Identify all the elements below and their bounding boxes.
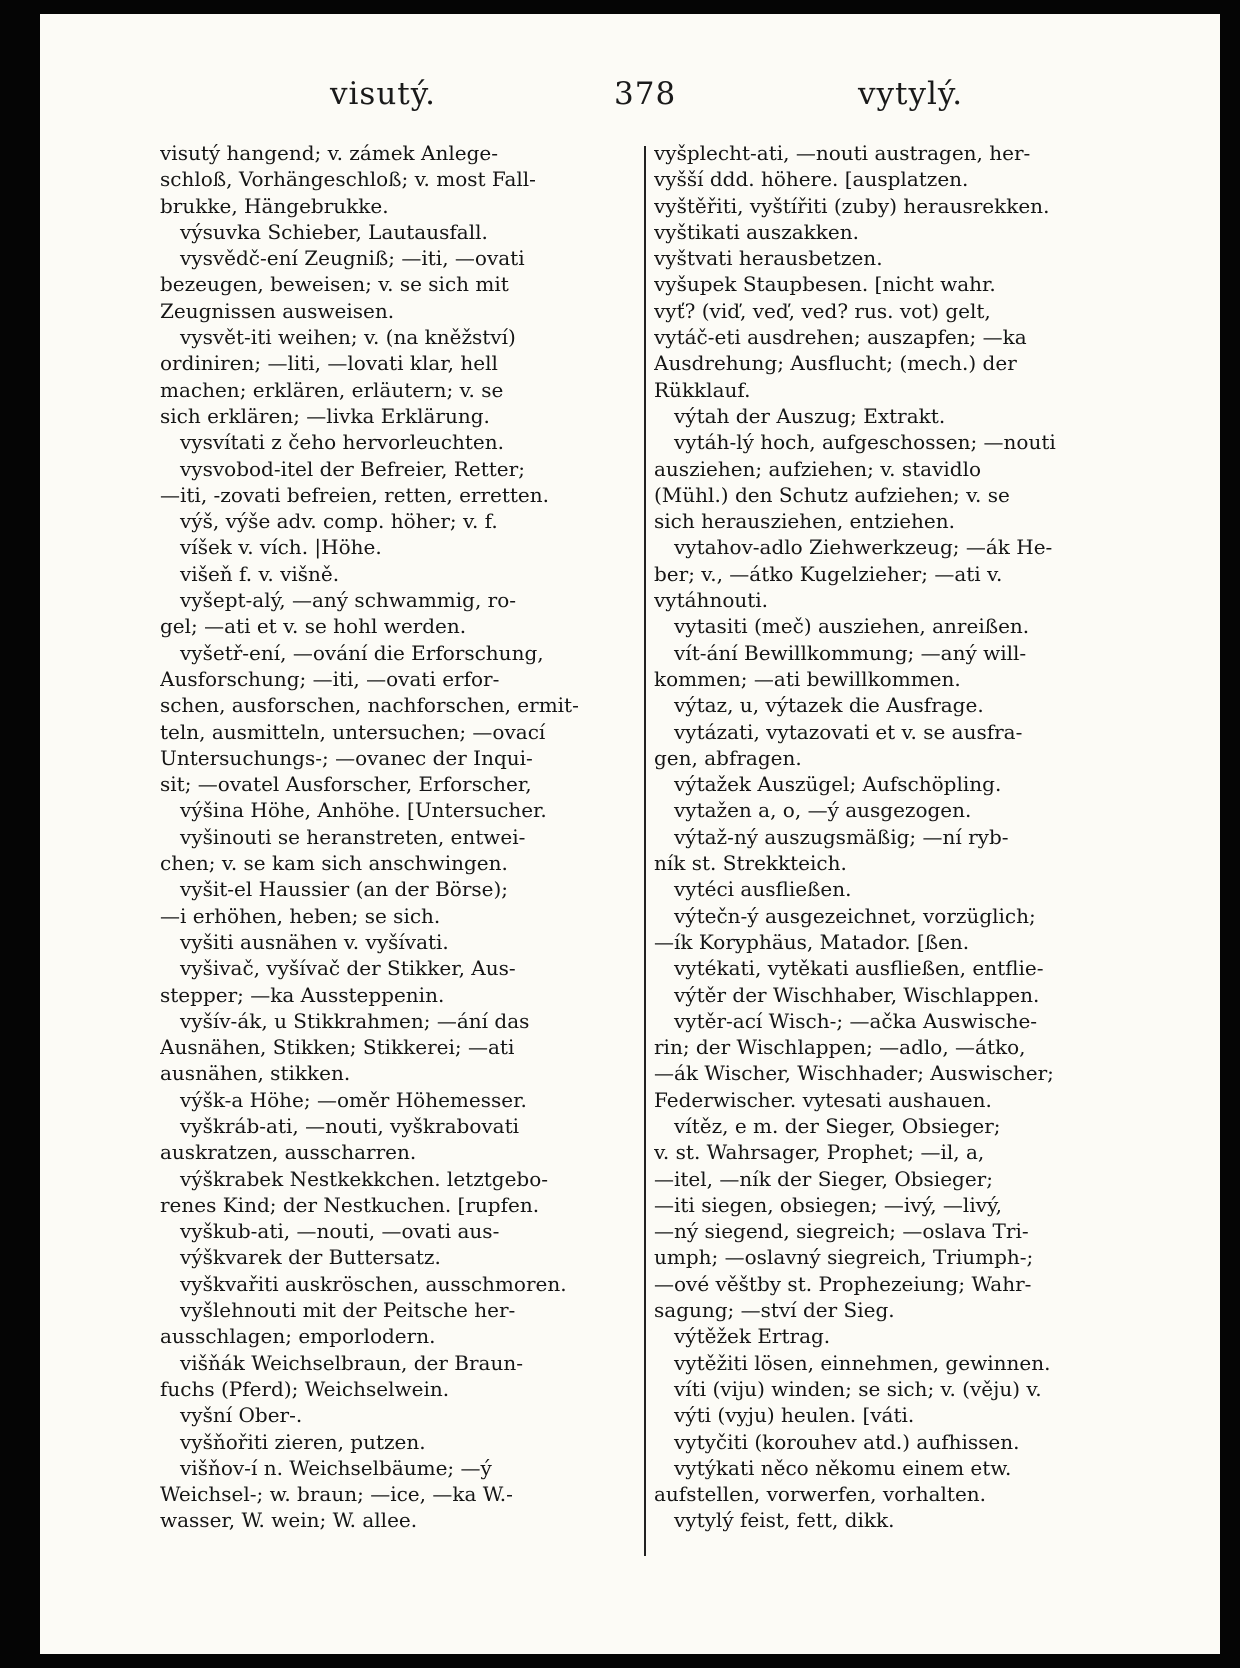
- entry-line: výtěr der Wischhaber, Wischlappen.: [654, 982, 1040, 1007]
- entry-line: ník st. Strekkteich.: [654, 851, 847, 876]
- entry-line: teln, ausmitteln, untersuchen; —ovací: [160, 719, 546, 744]
- entry-line: —ík Koryphäus, Matador. [ßen.: [654, 929, 970, 954]
- entry-line: renes Kind; der Nestkuchen. [rupfen.: [160, 1192, 540, 1217]
- entry-line: Ausnähen, Stikken; Stikkerei; —ati: [160, 1035, 515, 1060]
- entry-line: vít-ání Bewillkommung; —aný will-: [654, 640, 1027, 665]
- entry-line: Ausdrehung; Ausflucht; (mech.) der: [654, 351, 1017, 376]
- entry-line: výškrabek Nestkekkchen. letztgebo-: [160, 1166, 549, 1191]
- entry-line: výsuvka Schieber, Lautausfall.: [160, 219, 488, 244]
- entry-line: sagung; —ství der Sieg.: [654, 1298, 895, 1323]
- entry-line: ber; v., —átko Kugelzieher; —ati v.: [654, 561, 1003, 586]
- entry-line: vytáh-lý hoch, aufgeschossen; —nouti: [654, 430, 1056, 455]
- entry-line: víti (viju) winden; se sich; v. (věju) v.: [654, 1376, 1042, 1401]
- entry-line: wasser, W. wein; W. allee.: [160, 1508, 418, 1533]
- entry-line: —iti, -zovati befreien, retten, erretten.: [160, 482, 550, 507]
- entry-line: vyšší ddd. höhere. [ausplatzen.: [654, 167, 969, 192]
- entry-line: vyť? (viď, veď, ved? rus. vot) gelt,: [654, 298, 991, 323]
- entry-line: Ausforschung; —iti, —ovati erfor-: [160, 666, 500, 691]
- entry-line: ausziehen; aufziehen; v. stavidlo: [654, 456, 982, 481]
- entry-line: vysvobod-itel der Befreier, Retter;: [160, 456, 525, 481]
- page-number: 378: [614, 76, 677, 112]
- entry-line: výtažek Auszügel; Aufschöpling.: [654, 772, 1002, 797]
- entry-line: sit; —ovatel Ausforscher, Erforscher,: [160, 772, 532, 797]
- left-column: [160, 140, 638, 1640]
- entry-line: —iti siegen, obsiegen; —ivý, —livý,: [654, 1192, 1003, 1217]
- entry-line: vytěžiti lösen, einnehmen, gewinnen.: [654, 1350, 1051, 1375]
- entry-line: fuchs (Pferd); Weichselwein.: [160, 1376, 450, 1401]
- entry-line: vyškvařiti auskröschen, ausschmoren.: [160, 1271, 567, 1296]
- entry-line: auskratzen, ausscharren.: [160, 1140, 417, 1165]
- entry-line: bezeugen, beweisen; v. se sich mit: [160, 272, 509, 297]
- entry-line: vytyčiti (korouhev atd.) aufhissen.: [654, 1429, 1020, 1454]
- entry-line: vytáč-eti ausdrehen; auszapfen; —ka: [654, 325, 1027, 350]
- entry-line: —itel, —ník der Sieger, Obsieger;: [654, 1166, 993, 1191]
- entry-line: brukke, Hängebrukke.: [160, 193, 389, 218]
- entry-line: vyšlehnouti mit der Peitsche her-: [160, 1298, 516, 1323]
- entry-line: visutý hangend; v. zámek Anlege-: [160, 141, 498, 165]
- entry-line: schloß, Vorhängeschloß; v. most Fall-: [160, 167, 536, 192]
- entry-line: vyšetř-ení, —ování die Erforschung,: [160, 640, 544, 665]
- entry-line: Weichsel-; w. braun; —ice, —ka W.-: [160, 1482, 513, 1507]
- entry-line: ausnähen, stikken.: [160, 1061, 351, 1086]
- entry-line: rin; der Wischlappen; —adlo, —átko,: [654, 1035, 1026, 1060]
- entry-line: Untersuchungs-; —ovanec der Inqui-: [160, 745, 533, 770]
- dictionary-page: [40, 14, 1220, 1654]
- entry-line: aufstellen, vorwerfen, vorhalten.: [654, 1482, 987, 1507]
- entry-line: vyštvati herausbetzen.: [654, 246, 883, 271]
- entry-line: Federwischer. vytesati aushauen.: [654, 1087, 992, 1112]
- entry-line: vyšept-alý, —aný schwammig, ro-: [160, 588, 517, 613]
- entry-line: vytahov-adlo Ziehwerkzeug; —ák He-: [654, 535, 1053, 560]
- entry-line: —ák Wischer, Wischhader; Auswischer;: [654, 1061, 1054, 1086]
- entry-line: —ové věštby st. Prophezeiung; Wahr-: [654, 1271, 1032, 1296]
- entry-line: výtah der Auszug; Extrakt.: [654, 403, 946, 428]
- entry-line: výtaž-ný auszugsmäßig; —ní ryb-: [654, 824, 1009, 849]
- entry-line: stepper; —ka Aussteppenin.: [160, 982, 445, 1007]
- entry-line: ausschlagen; emporlodern.: [160, 1324, 436, 1349]
- entry-line: výšk-a Höhe; —oměr Höhemesser.: [160, 1087, 527, 1112]
- entry-line: vyšupek Staupbesen. [nicht wahr.: [654, 272, 996, 297]
- entry-line: vyškráb-ati, —nouti, vyškrabovati: [160, 1113, 520, 1138]
- entry-line: vysvědč-ení Zeugniß; —iti, —ovati: [160, 246, 525, 271]
- entry-line: vyšiti ausnähen v. vyšívati.: [160, 929, 449, 954]
- entry-line: gel; —ati et v. se hohl werden.: [160, 614, 467, 639]
- entry-line: vyšit-el Haussier (an der Börse);: [160, 877, 509, 902]
- entry-line: višňov-í n. Weichselbäume; —ý: [160, 1455, 492, 1480]
- entry-line: vyšní Ober-.: [160, 1403, 303, 1428]
- entry-line: víšek v. vích. |Höhe.: [160, 535, 382, 560]
- header-left-guideword: visutý.: [330, 76, 437, 112]
- entry-line: výškvarek der Buttersatz.: [160, 1245, 441, 1270]
- entry-line: vytasiti (meč) ausziehen, anreißen.: [654, 614, 1030, 639]
- entry-line: výtečn-ý ausgezeichnet, vorzüglich;: [654, 903, 1036, 928]
- entry-line: chen; v. se kam sich anschwingen.: [160, 851, 508, 876]
- entry-line: vítěz, e m. der Sieger, Obsieger;: [654, 1113, 1001, 1138]
- entry-line: kommen; —ati bewillkommen.: [654, 666, 961, 691]
- entry-line: umph; —oslavný siegreich, Triumph-;: [654, 1245, 1034, 1270]
- entry-line: vyšinouti se heranstreten, entwei-: [160, 824, 526, 849]
- entry-line: sich erklären; —livka Erklärung.: [160, 403, 490, 428]
- column-divider: [644, 146, 646, 1556]
- entry-line: vytylý feist, fett, dikk.: [654, 1508, 895, 1533]
- entry-line: výtěžek Ertrag.: [654, 1324, 831, 1349]
- entry-line: vytěr-ací Wisch-; —ačka Auswische-: [654, 1008, 1038, 1033]
- entry-line: vyšňořiti zieren, putzen.: [160, 1429, 426, 1454]
- entry-line: vytažen a, o, —ý ausgezogen.: [654, 798, 972, 823]
- entry-line: schen, ausforschen, nachforschen, ermit-: [160, 693, 579, 718]
- entry-line: vyškub-ati, —nouti, —ovati aus-: [160, 1219, 500, 1244]
- entry-line: vytékati, vytěkati ausfließen, entflie-: [654, 956, 1044, 981]
- entry-line: vyštikati auszakken.: [654, 219, 859, 244]
- entry-line: —ný siegend, siegreich; —oslava Tri-: [654, 1219, 1029, 1244]
- entry-line: vyšív-ák, u Stikkrahmen; —ání das: [160, 1008, 530, 1033]
- entry-line: výšina Höhe, Anhöhe. [Untersucher.: [160, 798, 547, 823]
- entry-line: gen, abfragen.: [654, 745, 802, 770]
- entry-line: (Mühl.) den Schutz aufziehen; v. se: [654, 482, 1010, 507]
- entry-line: výti (vyju) heulen. [váti.: [654, 1403, 915, 1428]
- entry-line: výtaz, u, výtazek die Ausfrage.: [654, 693, 984, 718]
- entry-line: Zeugnissen ausweisen.: [160, 298, 395, 323]
- entry-line: višeň f. v. višně.: [160, 561, 340, 586]
- entry-line: sich herausziehen, entziehen.: [654, 509, 956, 534]
- entry-line: machen; erklären, erläutern; v. se: [160, 377, 504, 402]
- entry-line: vytýkati něco někomu einem etw.: [654, 1455, 1012, 1480]
- page-header: [40, 76, 1220, 126]
- entry-line: výš, výše adv. comp. höher; v. f.: [160, 509, 498, 534]
- entry-line: v. st. Wahrsager, Prophet; —il, a,: [654, 1140, 985, 1165]
- entry-line: ordiniren; —liti, —lovati klar, hell: [160, 351, 498, 376]
- entry-line: vysvítati z čeho hervorleuchten.: [160, 430, 505, 455]
- entry-line: Rükklauf.: [654, 377, 751, 402]
- entry-line: vyšivač, vyšívač der Stikker, Aus-: [160, 956, 516, 981]
- entry-line: vyšplecht-ati, —nouti austragen, her-: [654, 141, 1031, 165]
- entry-line: vytáhnouti.: [654, 588, 769, 613]
- entry-line: vyštěřiti, vyštířiti (zuby) herausrekken.: [654, 193, 1050, 218]
- entry-line: vysvět-iti weihen; v. (na kněžství): [160, 325, 516, 350]
- header-right-guideword: vytylý.: [858, 76, 964, 112]
- entry-line: —i erhöhen, heben; se sich.: [160, 903, 441, 928]
- entry-line: višňák Weichselbraun, der Braun-: [160, 1350, 523, 1375]
- entry-line: vytéci ausfließen.: [654, 877, 852, 902]
- right-column: [654, 140, 1098, 1640]
- entry-line: vytázati, vytazovati et v. se ausfra-: [654, 719, 1023, 744]
